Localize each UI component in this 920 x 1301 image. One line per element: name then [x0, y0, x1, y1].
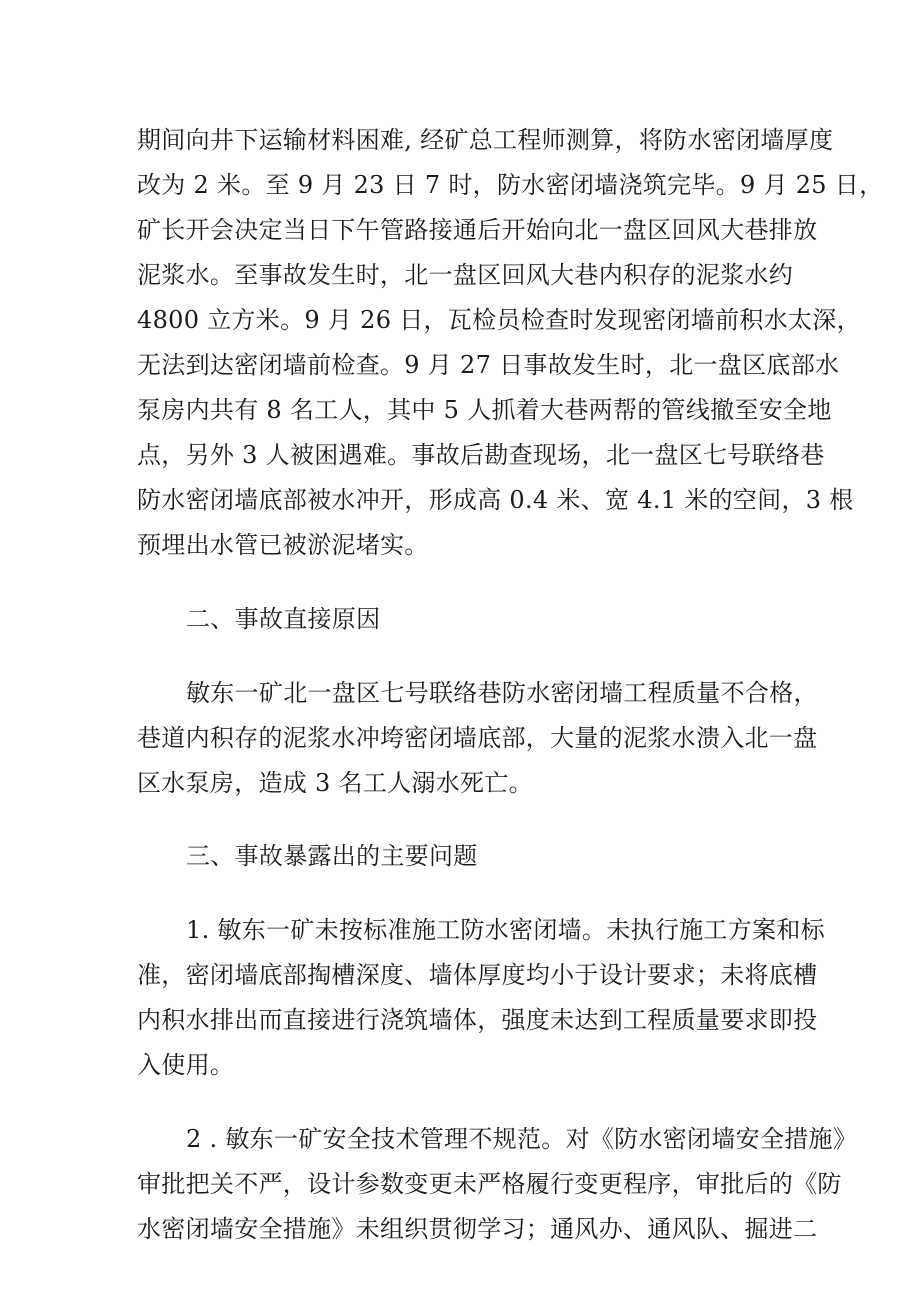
paragraph-line: 2 . 敏东一矿安全技术管理不规范。对《防水密闭墙安全措施》: [186, 1125, 858, 1153]
paragraph-line: 预埋出水管已被淤泥堵实。: [137, 531, 429, 559]
paragraph-line: 防水密闭墙底部被水冲开，形成高 0.4 米、宽 4.1 米的空间，3 根: [137, 486, 854, 514]
paragraph-line: 期间向井下运输材料困难, 经矿总工程师测算，将防水密闭墙厚度: [137, 126, 834, 154]
paragraph-line: 敏东一矿北一盘区七号联络巷防水密闭墙工程质量不合格，: [186, 679, 818, 707]
paragraph-line: 泥浆水。至事故发生时，北一盘区回风大巷内积存的泥浆水约: [137, 261, 794, 289]
paragraph-line: 4800 立方米。9 月 26 日，瓦检员检查时发现密闭墙前积水太深，: [137, 306, 861, 334]
section-heading-direct-cause: 二、事故直接原因: [186, 605, 381, 633]
paragraph-line: 内积水排出而直接进行浇筑墙体，强度未达到工程质量要求即投: [137, 1006, 818, 1034]
paragraph-line: 水密闭墙安全措施》未组织贯彻学习；通风办、通风队、掘进二: [137, 1215, 818, 1243]
section-heading-main-problems: 三、事故暴露出的主要问题: [186, 842, 478, 870]
paragraph-line: 巷道内积存的泥浆水冲垮密闭墙底部，大量的泥浆水溃入北一盘: [137, 724, 818, 752]
paragraph-line: 准，密闭墙底部掏槽深度、墙体厚度均小于设计要求；未将底槽: [137, 961, 818, 989]
paragraph-line: 改为 2 米。至 9 月 23 日 7 时，防水密闭墙浇筑完毕。9 月 25 日，: [137, 171, 884, 199]
paragraph-line: 点，另外 3 人被困遇难。事故后勘查现场，北一盘区七号联络巷: [137, 441, 825, 469]
paragraph-line: 区水泵房，造成 3 名工人溺水死亡。: [137, 769, 533, 797]
paragraph-line: 矿长开会决定当日下午管路接通后开始向北一盘区回风大巷排放: [137, 216, 818, 244]
paragraph-line: 入使用。: [137, 1051, 235, 1079]
paragraph-line: 泵房内共有 8 名工人，其中 5 人抓着大巷两帮的管线撤至安全地: [137, 396, 832, 424]
paragraph-line: 审批把关不严，设计参数变更未严格履行变更程序，审批后的《防: [137, 1170, 842, 1198]
paragraph-line: 1. 敏东一矿未按标准施工防水密闭墙。未执行施工方案和标: [186, 916, 825, 944]
paragraph-line: 无法到达密闭墙前检查。9 月 27 日事故发生时，北一盘区底部水: [137, 351, 840, 379]
